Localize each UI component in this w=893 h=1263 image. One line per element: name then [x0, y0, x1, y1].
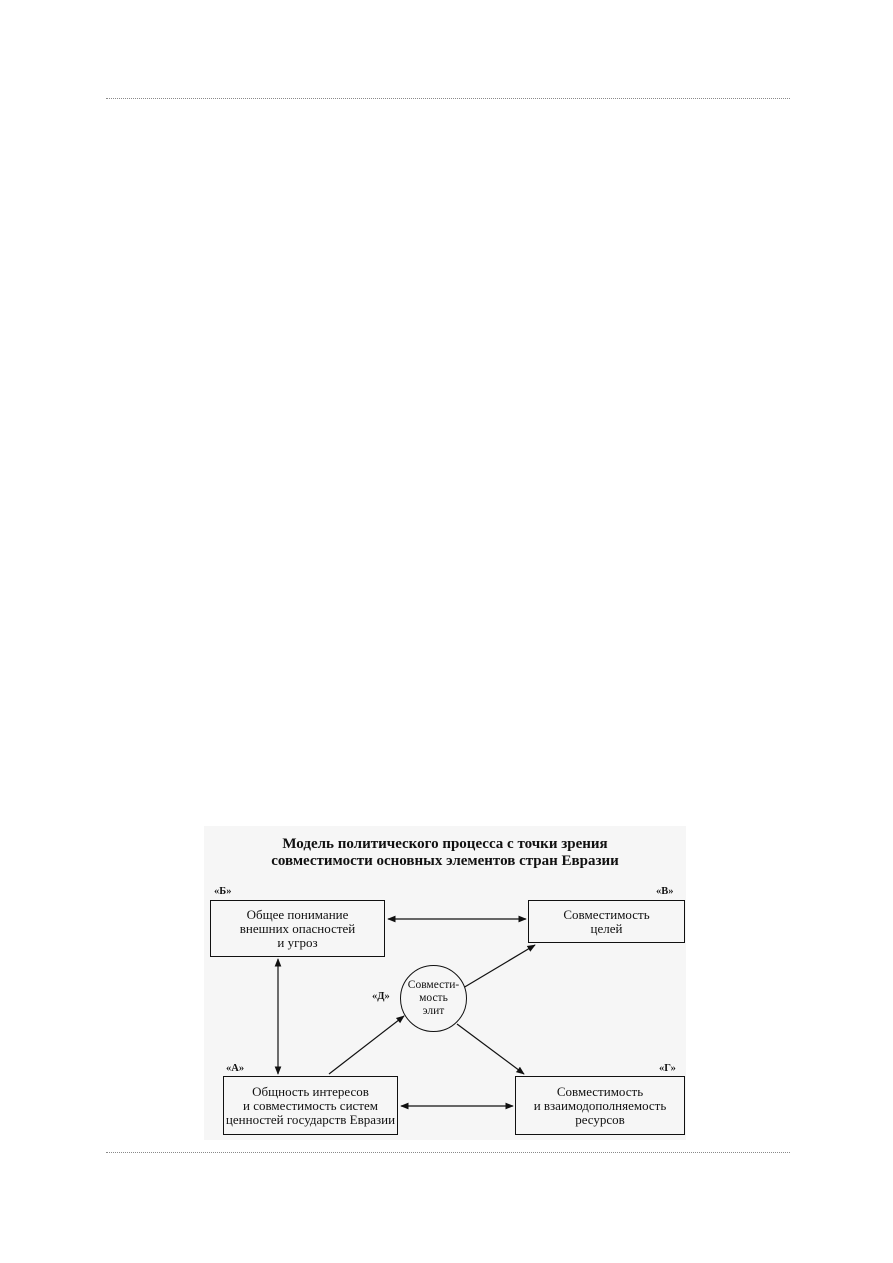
node-a-line-1: Общность интересов [252, 1083, 369, 1099]
arrow-d-g [457, 1024, 524, 1074]
node-b-box [210, 900, 385, 957]
node-v-line-2: целей [590, 920, 623, 936]
arrow-a-d [329, 1016, 404, 1074]
node-d-line-1: Совмести- [407, 979, 460, 991]
node-a-line-3: ценностей государств Евразии [225, 1111, 396, 1127]
tag-g: «Г» [659, 1063, 676, 1074]
diagram-title-line-1: Модель политического процесса с точки зрения [282, 836, 608, 852]
node-d-line-2: мость [419, 992, 448, 1004]
node-b-line-3: и угроз [277, 934, 318, 950]
arrow-d-v [463, 945, 535, 988]
node-v-box [528, 900, 685, 943]
tag-d: «Д» [372, 991, 390, 1002]
node-d-line-3: элит [422, 1005, 445, 1017]
node-b-line-1: Общее понимание [246, 906, 349, 922]
node-a-line-2: и совместимость систем [243, 1097, 378, 1113]
bottom-dotted-rule [106, 1152, 790, 1153]
diagram-figure [204, 826, 686, 1140]
node-b-line-2: внешних опасностей [239, 920, 356, 936]
top-dotted-rule [106, 98, 790, 99]
node-g-line-3: ресурсов [575, 1111, 625, 1127]
diagram-title-line-2: совместимости основных элементов стран Евразии [271, 853, 619, 869]
node-g-line-1: Совместимость [556, 1083, 644, 1099]
tag-b: «Б» [214, 886, 232, 897]
tag-a: «А» [226, 1063, 245, 1074]
tag-v: «В» [656, 886, 674, 897]
node-g-box [515, 1076, 685, 1135]
node-v-line-1: Совместимость [563, 906, 650, 922]
node-d-circle [400, 965, 467, 1032]
node-a-box [223, 1076, 398, 1135]
node-g-line-2: и взаимодополняемость [533, 1097, 667, 1113]
